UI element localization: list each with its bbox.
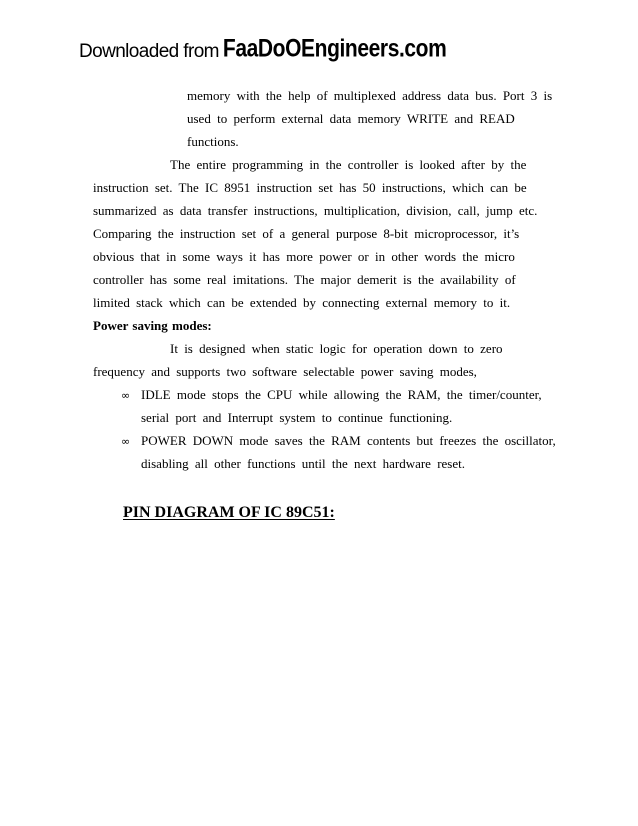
paragraph-line: used to perform external data memory WRITE and READ [187, 111, 515, 126]
paragraph-line: controller has some real imitations. The major demerit is the availability of [93, 272, 516, 287]
bullet-line: POWER DOWN mode saves the RAM contents but freezes the oscillator, [141, 433, 556, 448]
bullet-line: IDLE mode stops the CPU while allowing the RAM, the timer/counter, [141, 387, 542, 402]
paragraph-line: memory with the help of multiplexed address data bus. Port 3 is [187, 88, 553, 103]
bullet-icon: ∞ [121, 435, 131, 448]
bullet-line: serial port and Interrupt system to continue functioning. [141, 410, 453, 425]
bullet-icon: ∞ [121, 389, 131, 402]
paragraph-line: limited stack which can be extended by connecting external memory to it. [93, 295, 511, 310]
section-heading-pin-diagram: PIN DIAGRAM OF IC 89C51: [123, 504, 335, 521]
paragraph-line: functions. [187, 134, 239, 149]
header-prefix: Downloaded from [79, 41, 219, 62]
header-site-logo: FaaDoOEngineers.com [222, 35, 447, 63]
paragraph-line: frequency and supports two software selectable power saving modes, [93, 364, 477, 379]
paragraph-line: obvious that in some ways it has more power or in other words the micro [93, 249, 515, 264]
paragraph-line: instruction set. The IC 8951 instruction set has 50 instructions, which can be [93, 180, 527, 195]
paragraph-line: It is designed when static logic for operation down to zero [170, 341, 503, 356]
paragraph-line: The entire programming in the controller is looked after by the [170, 157, 527, 172]
section-heading-power-saving: Power saving modes: [93, 318, 212, 333]
bullet-line: disabling all other functions until the next hardware reset. [141, 456, 465, 471]
paragraph-line: summarized as data transfer instructions, multiplication, division, call, jump etc. [93, 203, 538, 218]
paragraph-line: Comparing the instruction set of a general purpose 8-bit microprocessor, it’s [93, 226, 520, 241]
download-source-header [79, 35, 447, 63]
